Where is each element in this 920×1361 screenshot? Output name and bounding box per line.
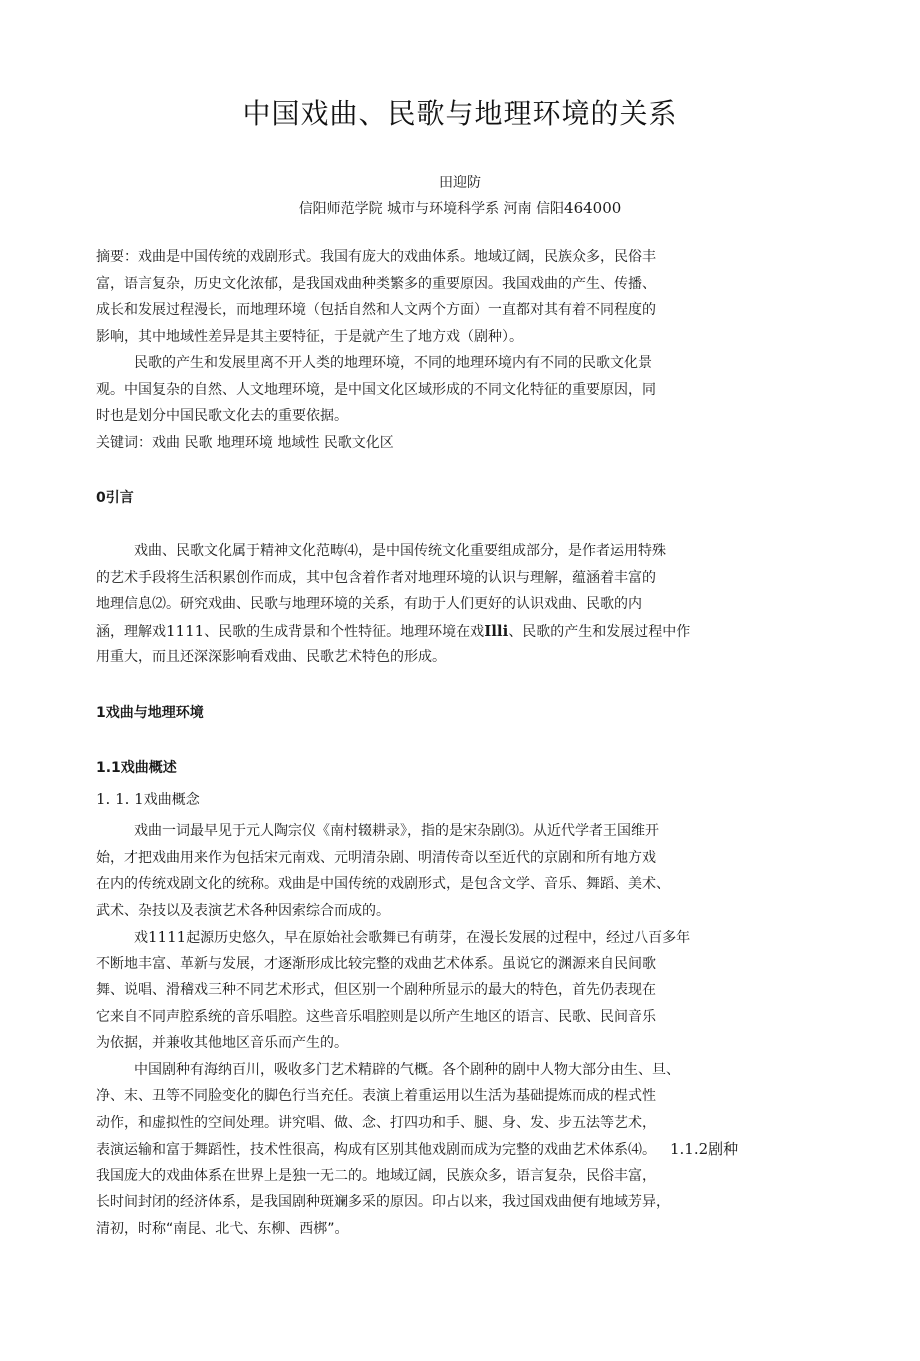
heading-text: 戏曲概念 bbox=[143, 792, 200, 808]
ocr-artifact: 1111 bbox=[166, 621, 205, 640]
paragraph-line: 不断地丰富、革新与发展，才逐渐形成比较完整的戏曲艺术体系。虽说它的渊源来自民间歌 bbox=[96, 955, 656, 972]
paper-title: 中国戏曲、民歌与地理环境的关系 bbox=[242, 97, 678, 130]
paragraph-line bbox=[96, 1136, 796, 1163]
text-run: 、民歌的生成背景和个性特征。地理环境在戏 bbox=[204, 623, 485, 640]
paragraph-line: 舞、说唱、滑稽戏三种不同艺术形式，但区别一个剧种所显示的最大的特色，首先仍表现在 bbox=[96, 982, 656, 998]
paragraph-line: 戏曲一词最早见于元人陶宗仪《南村辍耕录》，指的是宋杂剧⑶。从近代学者王国维开 bbox=[134, 823, 659, 839]
paragraph-line bbox=[96, 924, 796, 951]
heading-number: 1. 1. 1 bbox=[96, 790, 144, 808]
paragraph-line: 清初，时称“南昆、北弋、东柳、西梆”。 bbox=[96, 1220, 349, 1237]
paragraph-line: 始，才把戏曲用来作为包括宋元南戏、元明清杂剧、明清传奇以至近代的京剧和所有地方戏 bbox=[96, 849, 656, 866]
paragraph-line: 动作，和虚拟性的空间处理。讲究唱、做、念、打四功和手、腿、身、发、步五法等艺术， bbox=[96, 1114, 656, 1131]
ocr-artifact: 1111 bbox=[148, 928, 187, 946]
intro-paragraph bbox=[96, 538, 796, 671]
paragraph-line: 戏曲、民歌文化属于精神文化范畴⑷，是中国传统文化重要组成部分，是作者运用特殊 bbox=[134, 543, 666, 559]
section-heading-intro: 0引言 bbox=[96, 490, 134, 506]
postal-code: 464000 bbox=[564, 199, 622, 217]
paragraph-line bbox=[96, 618, 796, 645]
ocr-artifact: Illi bbox=[484, 621, 509, 640]
text-run: 表演运输和富于舞蹈性，技术性很高，构成有区别其他戏剧而成为完整的戏曲艺术体系⑷。 bbox=[96, 1142, 656, 1158]
paragraph-line: 长时间封闭的经济体系，是我国剧种斑斓多采的原因。印占以来，我过国戏曲便有地域芳异， bbox=[96, 1194, 670, 1210]
paragraph-line: 我国庞大的戏曲体系在世界上是独一无二的。地域辽阔，民族众多，语言复杂，民俗丰富， bbox=[96, 1167, 656, 1184]
subsection-heading-1-1: 1.1戏曲概述 bbox=[96, 760, 177, 776]
abstract-line: 成长和发展过程漫长，而地理环境（包括自然和人文两个方面）一直都对其有着不同程度的 bbox=[96, 302, 656, 318]
abstract-line: 富，语言复杂，历史文化浓郁，是我国戏曲种类繁多的重要原因。我国戏曲的产生、传播、 bbox=[96, 275, 656, 292]
heading-text: 1.1.2剧种 bbox=[670, 1140, 739, 1158]
text-run: 戏 bbox=[134, 930, 148, 946]
paragraph-line: 为依据，并兼收其他地区音乐而产生的。 bbox=[96, 1035, 348, 1051]
paragraph-line: 用重大，而且还深深影响看戏曲、民歌艺术特色的形成。 bbox=[96, 649, 446, 665]
abstract bbox=[96, 244, 796, 456]
author-affiliation bbox=[0, 198, 920, 218]
paragraph-line: 在内的传统戏剧文化的统称。戏曲是中国传统的戏剧形式，是包含文学、音乐、舞蹈、美术、 bbox=[96, 876, 670, 892]
author-name: 田迎防 bbox=[439, 175, 481, 191]
paragraph-line: 武术、杂技以及表演艺术各种因索综合而成的。 bbox=[96, 902, 390, 919]
paragraph-line: 地理信息⑵。研究戏曲、民歌与地理环境的关系，有助于人们更好的认识戏曲、民歌的内 bbox=[96, 596, 642, 612]
subsection-heading-1-1-2 bbox=[656, 1142, 738, 1158]
abstract-line: 观。中国复杂的自然、人文地理环境，是中国文化区域形成的不同文化特征的重要原因，同 bbox=[96, 381, 656, 398]
paragraph-line: 中国剧种有海纳百川，吸收多门艺术精辟的气概。各个剧种的剧中人物大部分由生、旦、 bbox=[134, 1061, 680, 1078]
subsubsection-heading-1-1-1 bbox=[96, 789, 200, 809]
abstract-line: 摘要：戏曲是中国传统的戏剧形式。我国有庞大的戏曲体系。地域辽阔，民族众多，民俗丰 bbox=[96, 249, 656, 265]
paragraph-line: 它来自不同声腔系统的音乐唱腔。这些音乐唱腔则是以所产生地区的语言、民歌、民间音乐 bbox=[96, 1008, 656, 1025]
abstract-line: 时也是划分中国民歌文化去的重要依据。 bbox=[96, 408, 348, 424]
text-run: 涵，理解戏 bbox=[96, 623, 166, 640]
section-heading-1: 1戏曲与地理环境 bbox=[96, 705, 204, 721]
abstract-line: 民歌的产生和发展里离不开人类的地理环境，不同的地理环境内有不同的民歌文化景 bbox=[134, 355, 652, 371]
text-run: 、民歌的产生和发展过程中作 bbox=[508, 623, 691, 640]
paragraph-line: 的艺术手段将生活积累创作而成，其中包含着作者对地理环境的认识与理解，蕴涵着丰富的 bbox=[96, 569, 656, 586]
text-run: 起源历史悠久，早在原始社会歌舞已有萌芽，在漫长发展的过程中，经过八百多年 bbox=[186, 930, 691, 946]
affiliation-text: 信阳师范学院 城市与环境科学系 河南 信阳 bbox=[298, 201, 565, 217]
abstract-line: 影响，其中地域性差异是其主要特征，于是就产生了地方戏（剧种）。 bbox=[96, 328, 523, 345]
keywords: 关键词：戏曲 民歌 地理环境 地域性 民歌文化区 bbox=[96, 434, 394, 451]
body-paragraph-1 bbox=[96, 818, 796, 1242]
paragraph-line: 净、末、丑等不同脸变化的脚色行当充任。表演上着重运用以生活为基础提炼而成的桯式性 bbox=[96, 1088, 656, 1104]
